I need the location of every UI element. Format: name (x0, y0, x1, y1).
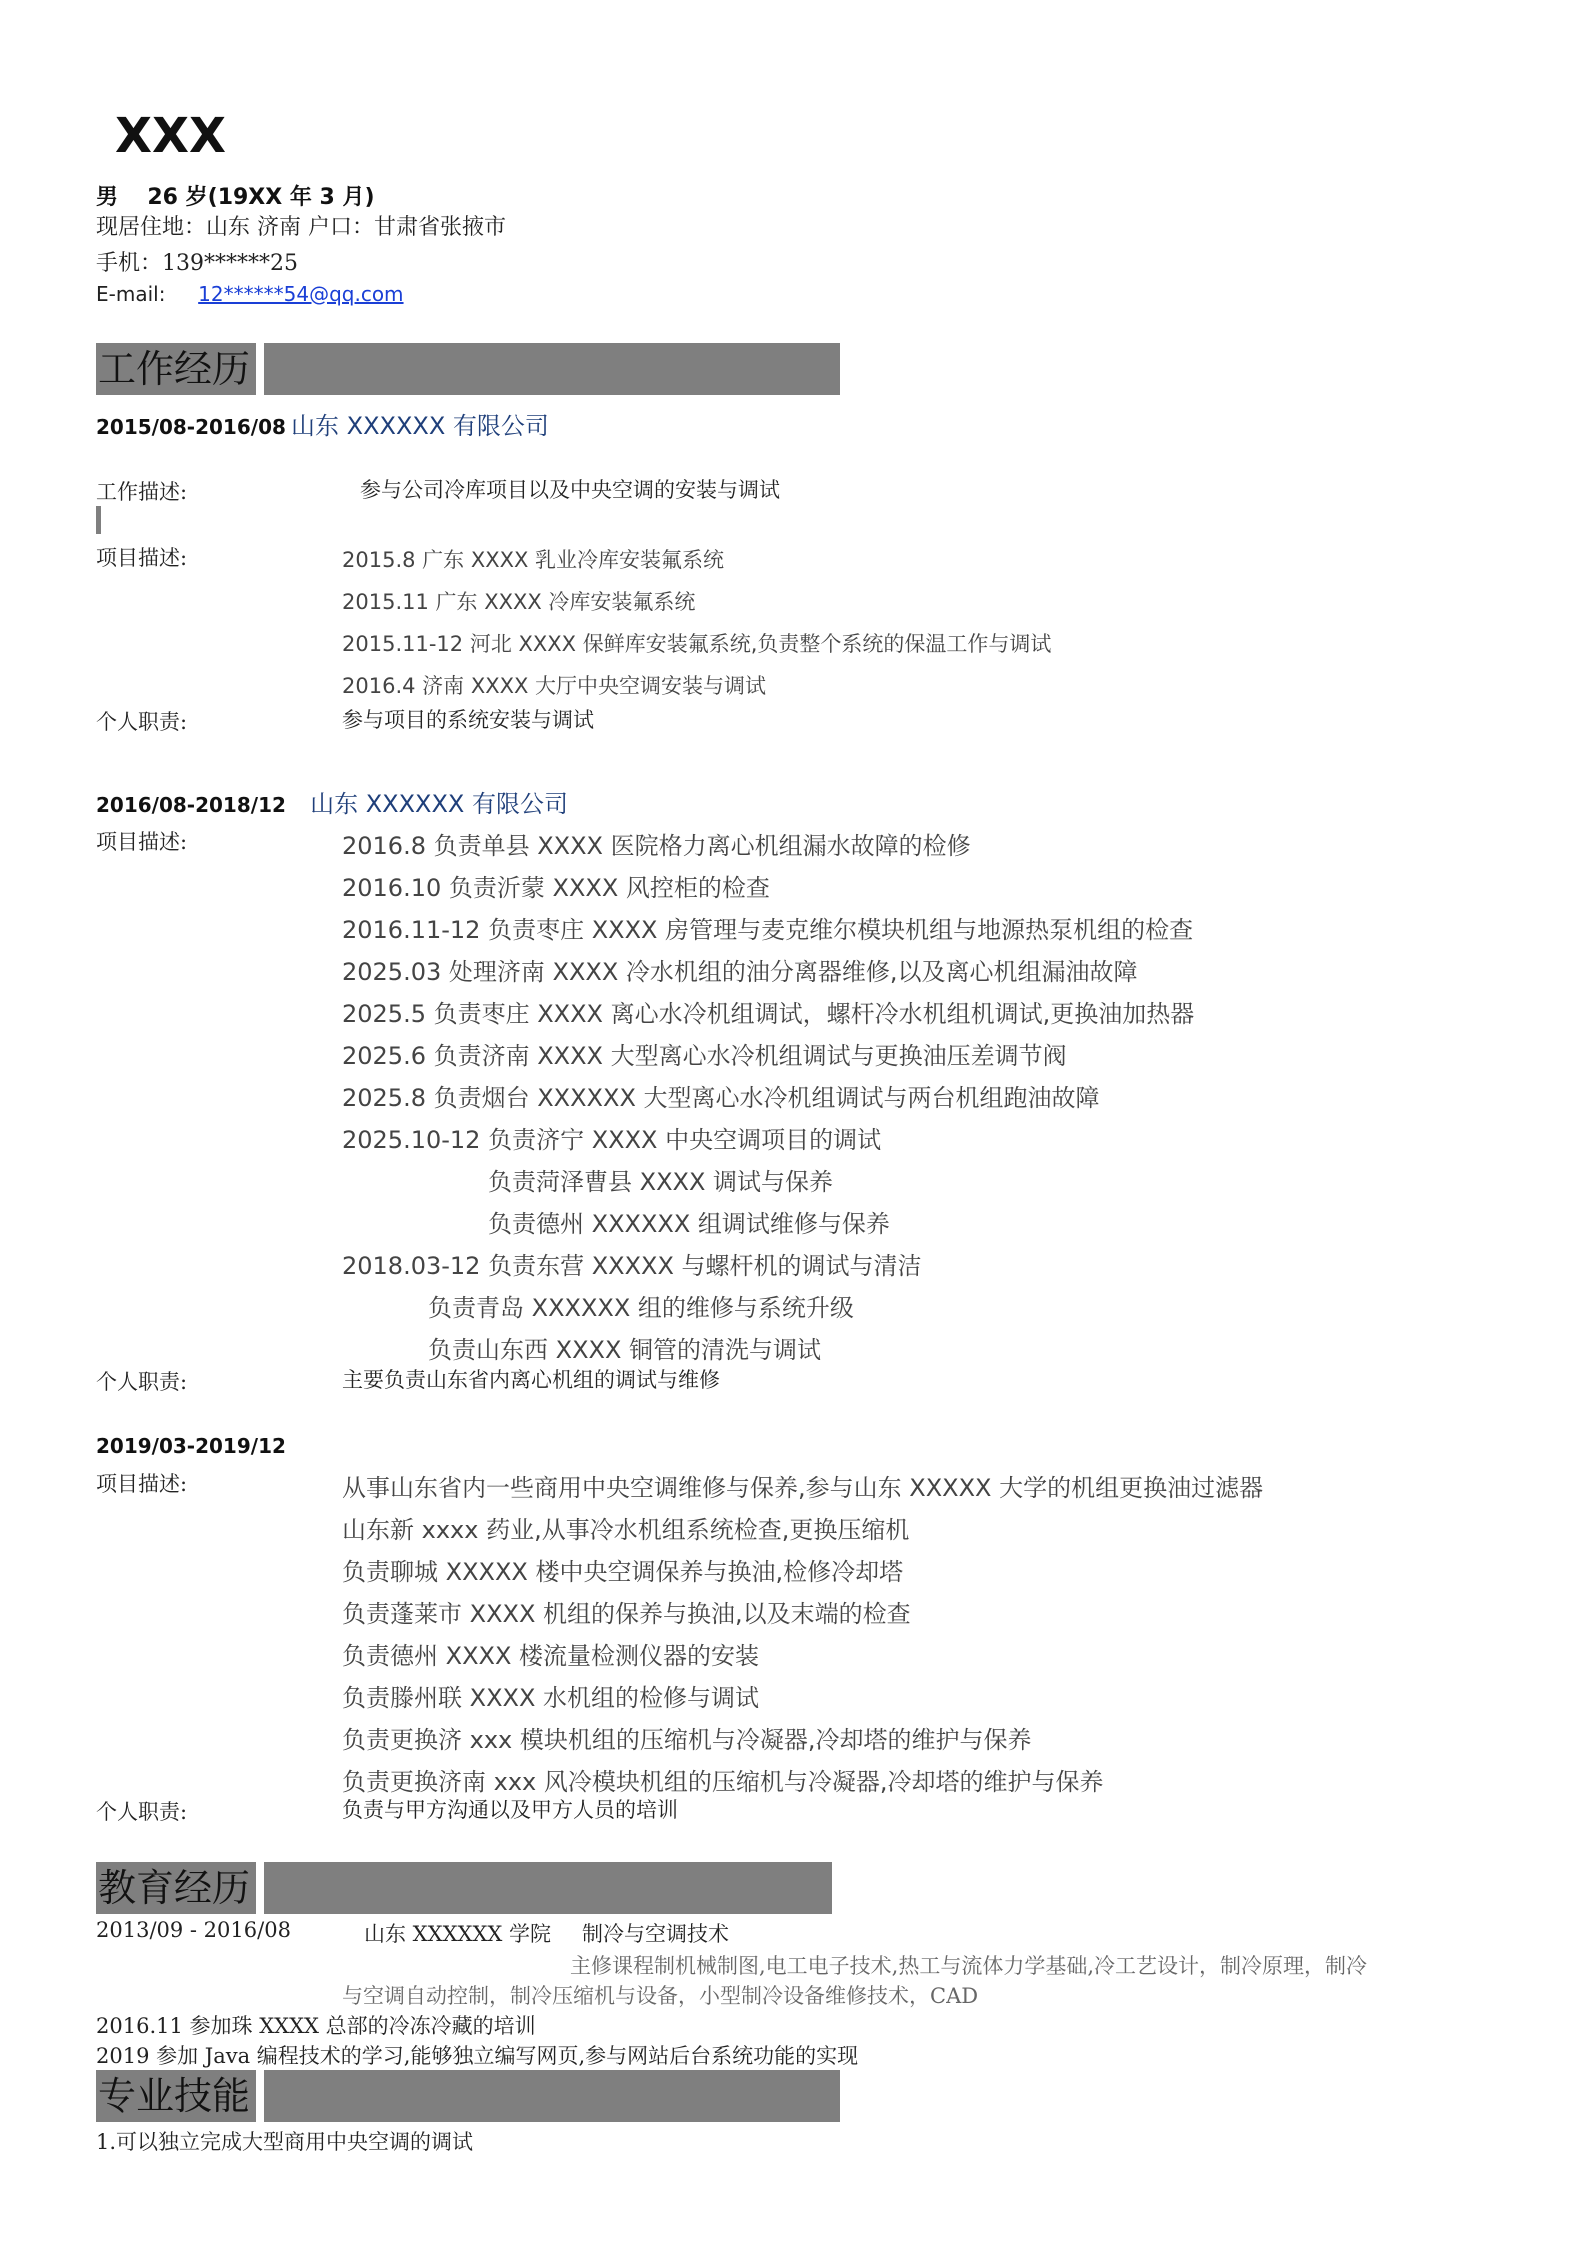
job-1-project: 2016.4 济南 XXXX 大厅中央空调安装与调试 (342, 674, 767, 698)
skill-item-1: 1.可以独立完成大型商用中央空调的调试 (96, 2130, 474, 2154)
resume-name: XXX (115, 108, 227, 164)
education-major: 制冷与空调技术 (582, 1922, 729, 1946)
job-1-heading (96, 406, 549, 441)
job-3-project: 负责更换济 xxx 模块机组的压缩机与冷凝器,冷却塔的维护与保养 (342, 1726, 1032, 1754)
job-2-project: 2016.11-12 负责枣庄 XXXX 房管理与麦克维尔模块机组与地源热泵机组的检查 (342, 916, 1194, 944)
job-3-project-label: 项目描述: (96, 1472, 188, 1496)
age: 26 岁(19XX 年 3 月) (147, 185, 375, 210)
job-3-project: 负责德州 XXXX 楼流量检测仪器的安装 (342, 1642, 760, 1670)
job-2-project: 负责菏泽曹县 XXXX 调试与保养 (488, 1168, 834, 1196)
job-1-period: 2015/08-2016/08 (96, 415, 286, 439)
job-3-period: 2019/03-2019/12 (96, 1434, 286, 1458)
training-1: 2016.11 参加珠 XXXX 总部的冷冻冷藏的培训 (96, 2014, 536, 2038)
job-2-project: 2025.10-12 负责济宁 XXXX 中央空调项目的调试 (342, 1126, 882, 1154)
job-3-project: 山东新 xxxx 药业,从事冷水机组系统检查,更换压缩机 (342, 1516, 910, 1544)
gender-age-line (96, 180, 375, 211)
section-education-header (96, 1862, 832, 1914)
training-2: 2019 参加 Java 编程技术的学习,能够独立编写网页,参与网站后台系统功能的实现 (96, 2044, 859, 2068)
job-2-project: 负责青岛 XXXXXX 组的维修与系统升级 (428, 1294, 854, 1322)
job-3-project: 负责更换济南 xxx 风冷模块机组的压缩机与冷凝器,冷却塔的维护与保养 (342, 1768, 1104, 1796)
gender: 男 (96, 185, 119, 210)
job-3-duty-label: 个人职责: (96, 1800, 188, 1824)
job-3-project: 负责蓬莱市 XXXX 机组的保养与换油,以及末端的检查 (342, 1600, 911, 1628)
email-link[interactable]: 12******54@qq.com (198, 282, 404, 306)
section-skills-header (96, 2070, 840, 2122)
job-3-duty: 负责与甲方沟通以及甲方人员的培训 (342, 1798, 678, 1822)
job-2-duty: 主要负责山东省内离心机组的调试与维修 (342, 1368, 720, 1392)
job-1-duty: 参与项目的系统安装与调试 (342, 708, 594, 732)
section-work-bar (264, 343, 840, 395)
education-courses-line1: 主修课程制机械制图,电工电子技术,热工与流体力学基础,冷工艺设计，制冷原理，制冷 (570, 1954, 1368, 1978)
section-skills-title: 专业技能 (96, 2070, 256, 2122)
job-1-project: 2015.8 广东 XXXX 乳业冷库安装氟系统 (342, 548, 725, 572)
section-education-bar (264, 1862, 832, 1914)
job-2-project: 2025.5 负责枣庄 XXXX 离心水冷机组调试，螺杆冷水机组机调试,更换油加热器 (342, 1000, 1195, 1028)
job-1-duty-label: 个人职责: (96, 710, 188, 734)
job-2-duty-label: 个人职责: (96, 1370, 188, 1394)
job-2-project: 2025.8 负责烟台 XXXXXX 大型离心水冷机组调试与两台机组跑油故障 (342, 1084, 1100, 1112)
job-3-project: 从事山东省内一些商用中央空调维修与保养,参与山东 XXXXX 大学的机组更换油过滤器 (342, 1474, 1264, 1502)
job-1-project: 2015.11 广东 XXXX 冷库安装氟系统 (342, 590, 696, 614)
job-1-company: 山东 XXXXXX 有限公司 (291, 412, 549, 440)
section-skills-bar (264, 2070, 840, 2122)
job-3-project: 负责聊城 XXXXX 楼中央空调保养与换油,检修冷却塔 (342, 1558, 904, 1586)
job-2-project: 2025.03 处理济南 XXXX 冷水机组的油分离器维修,以及离心机组漏油故障 (342, 958, 1138, 986)
job-2-project: 2016.8 负责单县 XXXX 医院格力离心机组漏水故障的检修 (342, 832, 971, 860)
education-courses-line2: 与空调自动控制，制冷压缩机与设备，小型制冷设备维修技术，CAD (342, 1984, 979, 2008)
residence-line: 现居住地：山东 济南 户口：甘肃省张掖市 (96, 215, 506, 240)
job-2-company: 山东 XXXXXX 有限公司 (310, 790, 568, 818)
job-2-heading (96, 784, 568, 819)
education-school: 山东 XXXXXX 学院 (364, 1922, 552, 1946)
job-2-project: 2018.03-12 负责东营 XXXXX 与螺杆机的调试与清洁 (342, 1252, 922, 1280)
email-line (96, 282, 404, 306)
section-work-title: 工作经历 (96, 343, 256, 395)
text-cursor-mark (96, 506, 101, 534)
job-2-project: 2016.10 负责沂蒙 XXXX 风控柜的检查 (342, 874, 770, 902)
job-2-project: 负责德州 XXXXXX 组调试维修与保养 (488, 1210, 890, 1238)
job-1-project-label: 项目描述: (96, 546, 188, 570)
job-2-project: 负责山东西 XXXX 铜管的清洗与调试 (428, 1336, 822, 1364)
job-1-work-desc-label: 工作描述: (96, 480, 188, 504)
email-label: E-mail: (96, 282, 166, 306)
job-2-project: 2025.6 负责济南 XXXX 大型离心水冷机组调试与更换油压差调节阀 (342, 1042, 1067, 1070)
section-work-header (96, 343, 840, 395)
job-2-period: 2016/08-2018/12 (96, 793, 286, 817)
job-1-work-desc: 参与公司冷库项目以及中央空调的安装与调试 (360, 478, 780, 502)
section-education-title: 教育经历 (96, 1862, 256, 1914)
education-period: 2013/09 - 2016/08 (96, 1918, 291, 1942)
job-1-project: 2015.11-12 河北 XXXX 保鲜库安装氟系统,负责整个系统的保温工作与调试 (342, 632, 1052, 656)
job-3-project: 负责滕州联 XXXX 水机组的检修与调试 (342, 1684, 760, 1712)
phone-line: 手机：139******25 (96, 251, 298, 276)
job-2-project-label: 项目描述: (96, 830, 188, 854)
